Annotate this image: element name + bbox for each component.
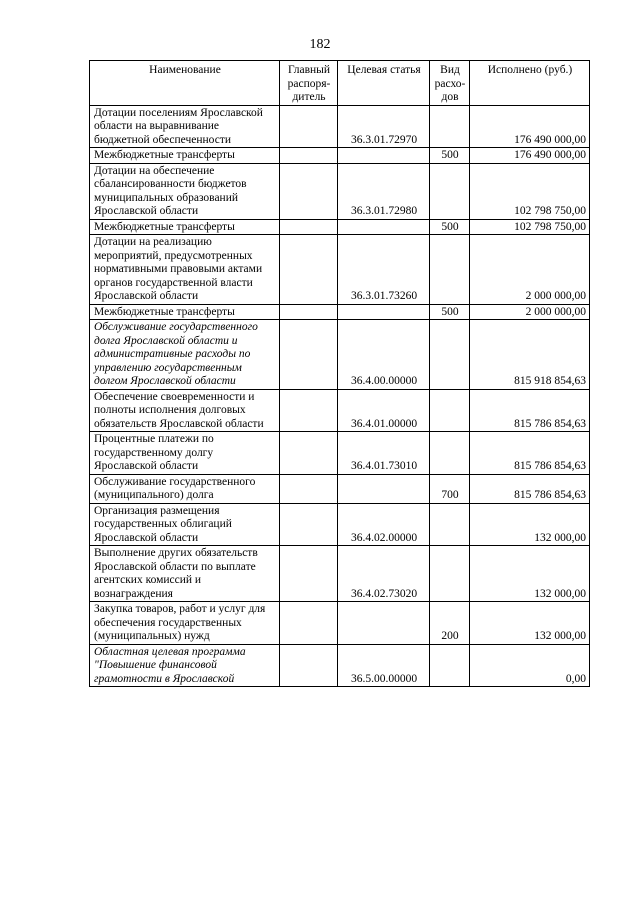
row-type: [430, 432, 470, 475]
row-admin: [280, 148, 338, 164]
row-amount: 815 786 854,63: [470, 389, 590, 432]
row-name: Обслуживание государственного долга Ярославской области и административные расходы по управлению государственным долгом Ярославской области: [90, 320, 280, 390]
row-name: Областная целевая программа "Повышение финансовой грамотности в Ярославской: [90, 644, 280, 687]
row-name: Дотации на реализацию мероприятий, предусмотренных нормативными правовыми актами органов государственной власти Ярославской области: [90, 235, 280, 305]
header-admin: Главный распоря-дитель: [280, 61, 338, 106]
row-name: Закупка товаров, работ и услуг для обеспечения государственных (муниципальных) нужд: [90, 602, 280, 645]
row-amount: 102 798 750,00: [470, 163, 590, 219]
table-row: [90, 432, 590, 475]
row-admin: [280, 432, 338, 475]
header-amount: Исполнено (руб.): [470, 61, 590, 106]
table-row: [90, 474, 590, 503]
row-amount: 815 786 854,63: [470, 474, 590, 503]
row-amount: 132 000,00: [470, 546, 590, 602]
row-target: 36.3.01.73260: [338, 235, 430, 305]
row-type: [430, 163, 470, 219]
header-target: Целевая статья: [338, 61, 430, 106]
table-row: [90, 503, 590, 546]
row-type: 500: [430, 148, 470, 164]
table-row: [90, 163, 590, 219]
row-name: Обеспечение своевременности и полноты исполнения долговых обязательств Ярославской области: [90, 389, 280, 432]
row-target: 36.4.02.73020: [338, 546, 430, 602]
header-name: Наименование: [90, 61, 280, 106]
budget-table: [89, 60, 590, 687]
row-amount: 2 000 000,00: [470, 235, 590, 305]
table-row: [90, 320, 590, 390]
row-amount: 176 490 000,00: [470, 105, 590, 148]
row-type: 700: [430, 474, 470, 503]
row-amount: 815 918 854,63: [470, 320, 590, 390]
row-name: Межбюджетные трансферты: [90, 304, 280, 320]
row-name: Организация размещения государственных облигаций Ярославской области: [90, 503, 280, 546]
row-type: 500: [430, 219, 470, 235]
table-row: [90, 546, 590, 602]
row-admin: [280, 163, 338, 219]
row-target: 36.5.00.00000: [338, 644, 430, 687]
row-target: [338, 219, 430, 235]
row-target: [338, 602, 430, 645]
row-target: 36.4.00.00000: [338, 320, 430, 390]
row-type: [430, 235, 470, 305]
row-target: 36.4.01.00000: [338, 389, 430, 432]
table-row: [90, 602, 590, 645]
row-admin: [280, 602, 338, 645]
row-type: [430, 546, 470, 602]
row-type: 200: [430, 602, 470, 645]
row-amount: 132 000,00: [470, 602, 590, 645]
row-target: [338, 148, 430, 164]
row-amount: 102 798 750,00: [470, 219, 590, 235]
row-target: 36.4.01.73010: [338, 432, 430, 475]
row-name: Дотации на обеспечение сбалансированности бюджетов муниципальных образований Ярославской области: [90, 163, 280, 219]
row-name: Межбюджетные трансферты: [90, 148, 280, 164]
row-admin: [280, 320, 338, 390]
row-amount: 132 000,00: [470, 503, 590, 546]
row-type: [430, 389, 470, 432]
row-amount: 0,00: [470, 644, 590, 687]
table-header-row: [90, 61, 590, 106]
table-row: [90, 304, 590, 320]
table-row: [90, 389, 590, 432]
table-row: [90, 148, 590, 164]
row-name: Дотации поселениям Ярославской области на выравнивание бюджетной обеспеченности: [90, 105, 280, 148]
page-number: 182: [309, 37, 331, 52]
row-admin: [280, 503, 338, 546]
row-amount: 2 000 000,00: [470, 304, 590, 320]
row-admin: [280, 644, 338, 687]
row-admin: [280, 389, 338, 432]
row-name: Процентные платежи по государственному долгу Ярославской области: [90, 432, 280, 475]
row-admin: [280, 546, 338, 602]
header-type: Вид расхо-дов: [430, 61, 470, 106]
row-amount: 815 786 854,63: [470, 432, 590, 475]
row-admin: [280, 235, 338, 305]
row-target: 36.4.02.00000: [338, 503, 430, 546]
table-row: [90, 235, 590, 305]
row-type: [430, 644, 470, 687]
row-admin: [280, 105, 338, 148]
row-admin: [280, 304, 338, 320]
row-target: 36.3.01.72980: [338, 163, 430, 219]
table-row: [90, 644, 590, 687]
row-type: [430, 320, 470, 390]
row-name: Межбюджетные трансферты: [90, 219, 280, 235]
row-amount: 176 490 000,00: [470, 148, 590, 164]
row-target: 36.3.01.72970: [338, 105, 430, 148]
row-type: [430, 105, 470, 148]
row-target: [338, 304, 430, 320]
row-type: [430, 503, 470, 546]
row-name: Обслуживание государственного (муниципального) долга: [90, 474, 280, 503]
row-target: [338, 474, 430, 503]
table-body: [90, 105, 590, 687]
row-admin: [280, 219, 338, 235]
row-type: 500: [430, 304, 470, 320]
table-row: [90, 105, 590, 148]
table-row: [90, 219, 590, 235]
row-name: Выполнение других обязательств Ярославской области по выплате агентских комиссий и вознаграждения: [90, 546, 280, 602]
row-admin: [280, 474, 338, 503]
